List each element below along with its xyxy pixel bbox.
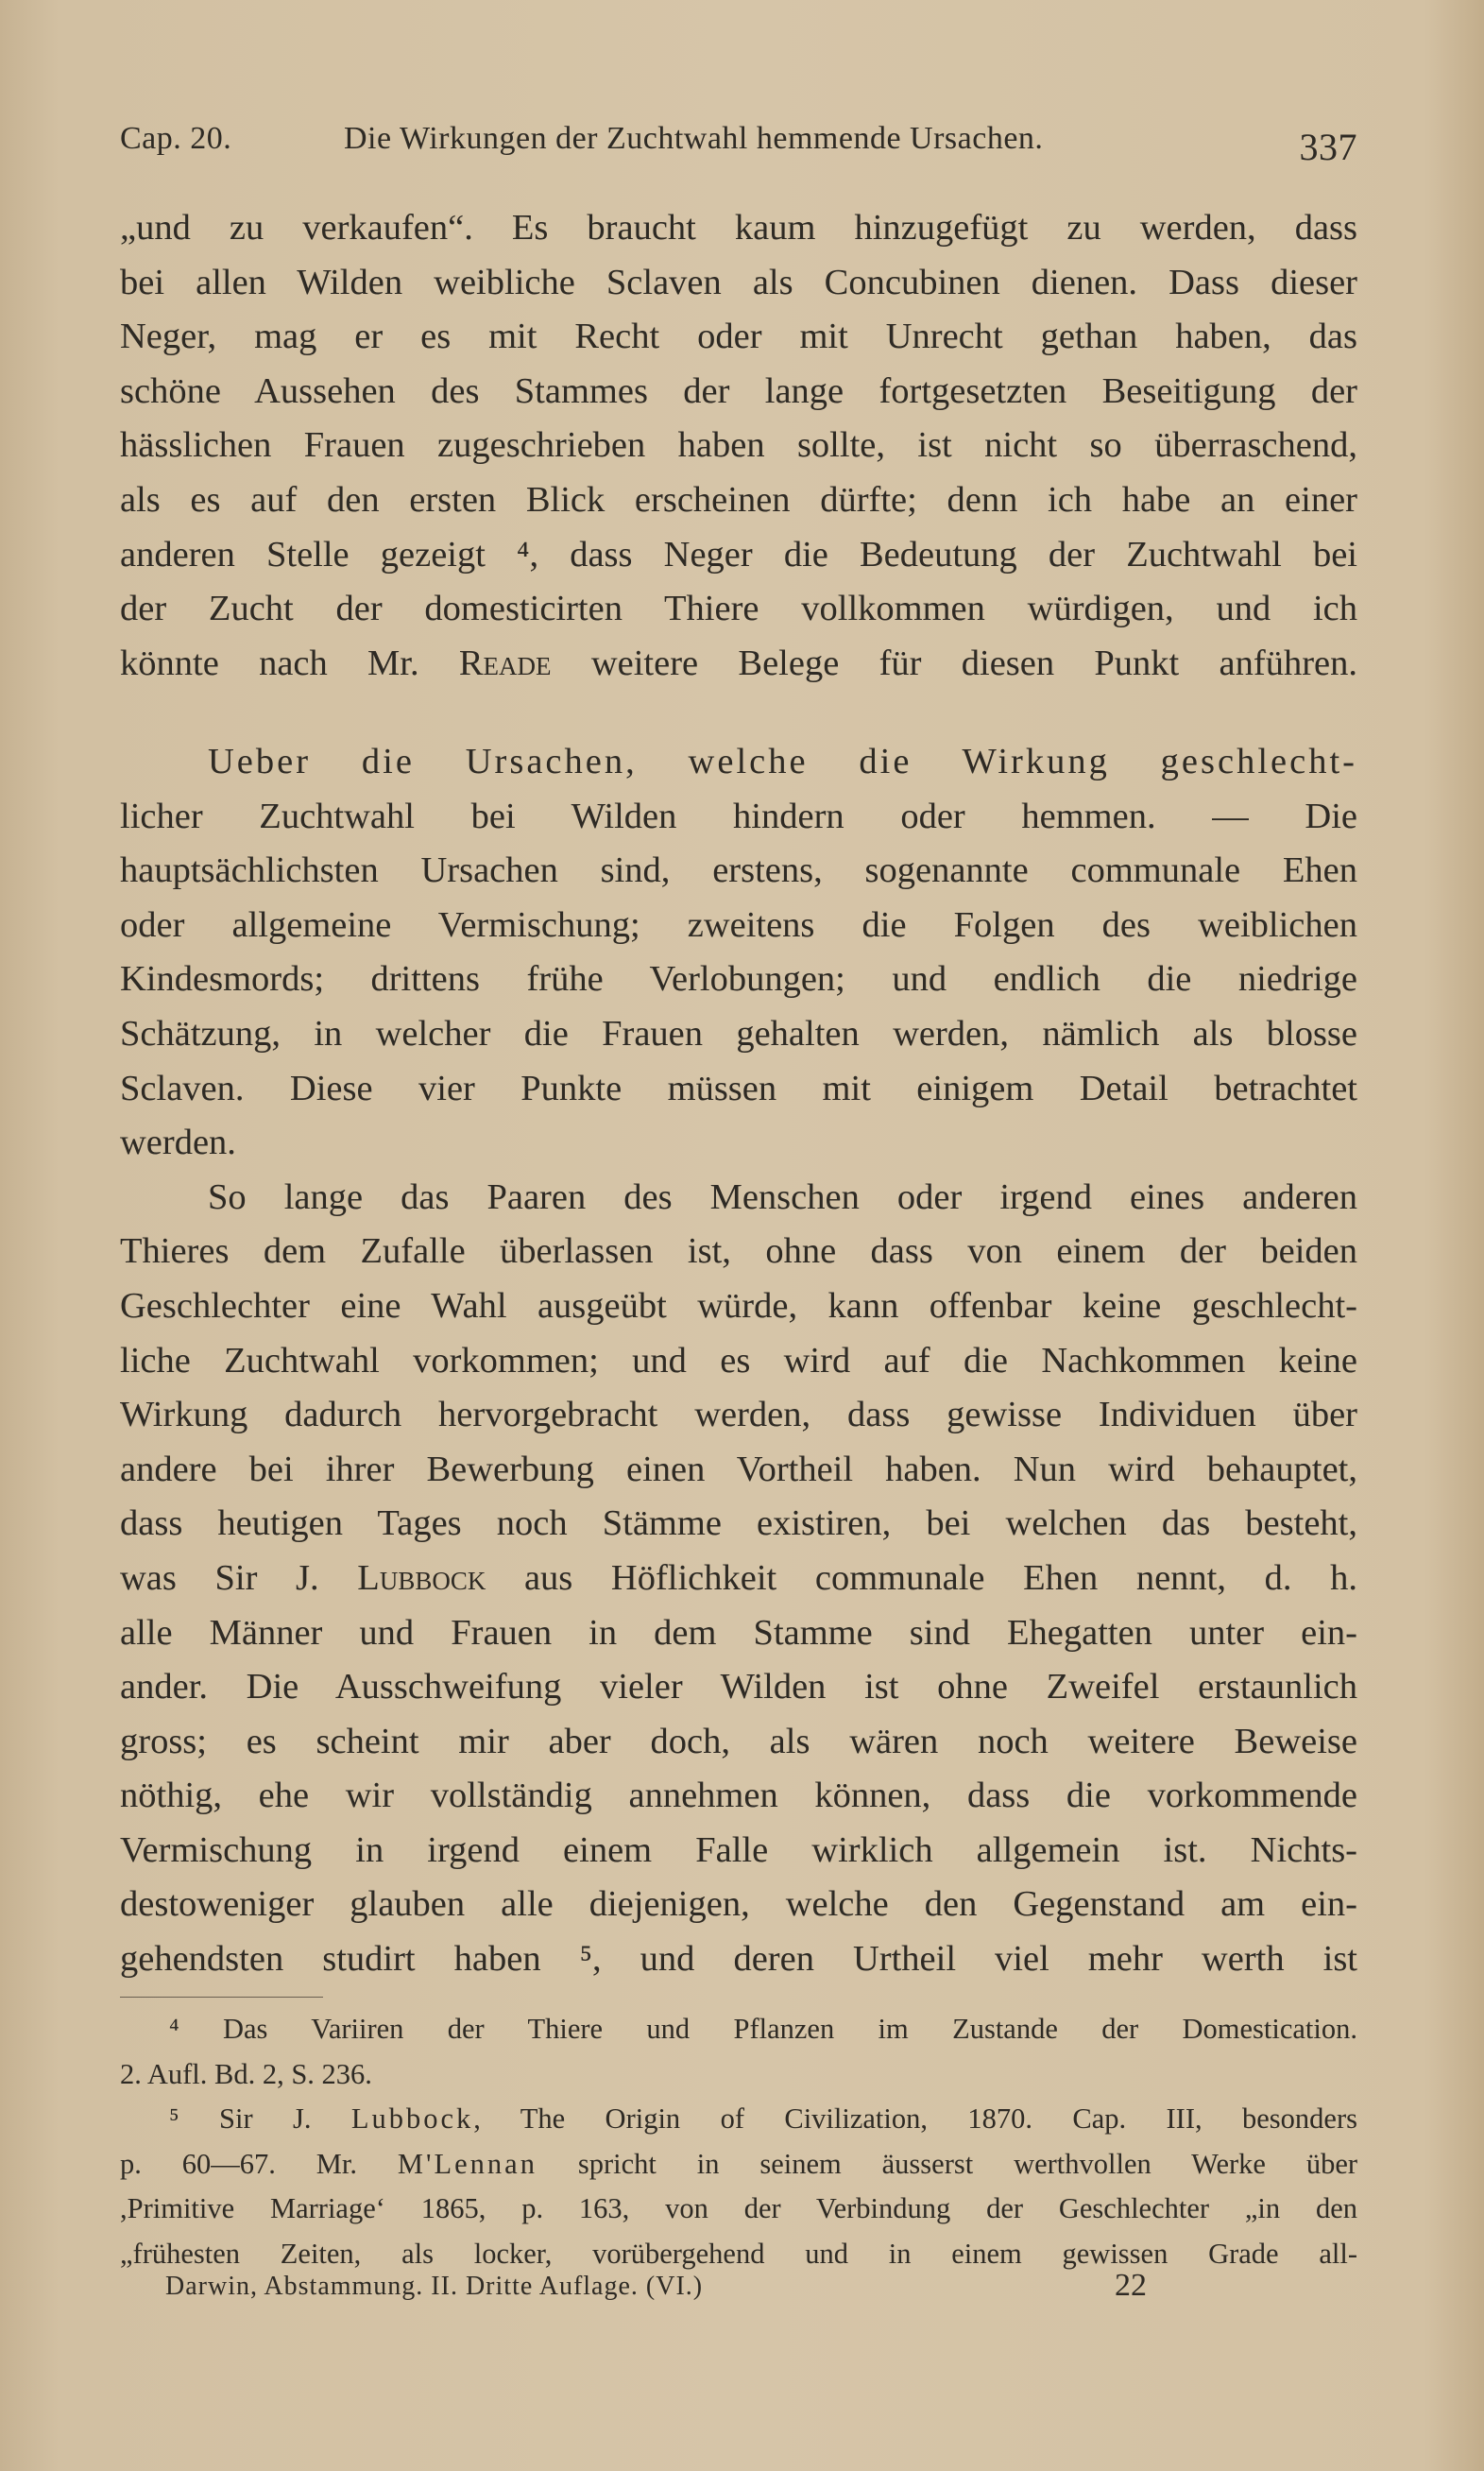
text-run: aus Höflichkeit communale Ehen nennt, d. h. (486, 1557, 1357, 1598)
chapter-label: Cap. 20. (120, 121, 232, 156)
footnote-line: ,Primitive Marriage‘ 1865, p. 163, von der Verbindung der Geschlechter „in den (120, 2192, 1357, 2225)
running-header (120, 121, 1357, 168)
signature-text: Darwin, Abstammung. II. Dritte Auflage. (VI.) (165, 2272, 704, 2301)
text-line: Schätzung, in welcher die Frauen gehalten werden, nämlich als blosse (120, 1013, 1357, 1054)
footnote-line: 2. Aufl. Bd. 2, S. 236. (120, 2057, 372, 2090)
paragraph (120, 735, 1357, 1171)
text-line: werden. (120, 1123, 236, 1163)
section-heading-line: Ueber die Ursachen, welche die Wirkung geschlecht- (208, 742, 1357, 781)
text-run: , The Origin of Civilization, 1870. Cap. III, besonders (473, 2102, 1357, 2136)
text-run: was Sir J. (120, 1557, 358, 1598)
text-line: Sclaven. Diese vier Punkte müssen mit einigem Detail betrachtet (120, 1068, 1357, 1108)
text-line (120, 1552, 1357, 1606)
text-line: Kindesmords; drittens frühe Verlobungen; und endlich die niedrige (120, 959, 1357, 1000)
text-line: gross; es scheint mir aber doch, als wären noch weitere Beweise (120, 1721, 1357, 1761)
text-line: Thieres dem Zufalle überlassen ist, ohne dass von einem der beiden (120, 1231, 1357, 1272)
footnote-line (120, 2142, 1357, 2188)
footnote-line: ⁴ Das Variiren der Thiere und Pflanzen im Zustande der Domestication. (169, 2013, 1357, 2045)
text-line: Wirkung dadurch hervorgebracht werden, dass gewisse Individuen über (120, 1395, 1357, 1435)
text-line: als es auf den ersten Blick erscheinen dürfte; denn ich habe an einer (120, 479, 1357, 520)
running-title: Die Wirkungen der Zuchtwahl hemmende Ursachen. (344, 121, 1044, 156)
author-name: Lubbock (350, 2102, 474, 2136)
text-line: oder allgemeine Vermischung; zweitens die Folgen des weiblichen (120, 904, 1357, 945)
text-line: destoweniger glauben alle diejenigen, welche den Gegenstand am ein- (120, 1884, 1357, 1925)
text-line: hauptsächlichsten Ursachen sind, erstens, sogenannte communale Ehen (120, 850, 1357, 891)
footnote-line (120, 2097, 1357, 2142)
footnotes (120, 2007, 1357, 2277)
footnote-line: „frühesten Zeiten, als locker, vorübergehend und in einem gewissen Grade all- (120, 2237, 1357, 2270)
text-line: Vermischung in irgend einem Falle wirklich allgemein ist. Nichts- (120, 1829, 1357, 1870)
author-name: M'Lennan (397, 2147, 537, 2180)
text-line: schöne Aussehen des Stammes der lange fortgesetzten Beseitigung der (120, 370, 1357, 411)
text-line: Geschlechter eine Wahl ausgeübt würde, kann offenbar keine geschlecht- (120, 1285, 1357, 1326)
text-run: weitere Belege für diesen Punkt anführen. (551, 643, 1357, 683)
body-text (120, 735, 1357, 1987)
footnote (120, 2097, 1357, 2276)
footnote (120, 2007, 1357, 2097)
paragraph (120, 1171, 1357, 1987)
author-name: Reade (458, 643, 552, 683)
text-line: „und zu verkaufen“. Es braucht kaum hinzugefügt zu werden, dass (120, 208, 1357, 248)
text-line: dass heutigen Tages noch Stämme existiren, bei welchen das besteht, (120, 1503, 1357, 1544)
text-run: p. 60—67. Mr. (120, 2147, 398, 2180)
footnote-separator (120, 1997, 323, 1998)
signature-line (165, 2268, 1157, 2303)
text-line: Neger, mag er es mit Recht oder mit Unrecht gethan haben, das (120, 317, 1357, 357)
text-run: spricht in seinem äusserst werthvollen Werke über (537, 2147, 1358, 2180)
text-line: alle Männer und Frauen in dem Stamme sind Ehegatten unter ein- (120, 1612, 1357, 1653)
text-line: anderen Stelle gezeigt ⁴, dass Neger die Bedeutung der Zuchtwahl bei (120, 534, 1357, 575)
text-line: So lange das Paaren des Menschen oder irgend eines anderen (208, 1176, 1357, 1217)
text-line: licher Zuchtwahl bei Wilden hindern oder hemmen. — Die (120, 796, 1357, 836)
sheet-number: 22 (1115, 2268, 1147, 2303)
text-line: nöthig, ehe wir vollständig annehmen können, dass die vorkommende (120, 1776, 1357, 1816)
text-line: bei allen Wilden weibliche Sclaven als Concubinen dienen. Dass dieser (120, 262, 1357, 302)
paragraph (120, 201, 1357, 691)
text-run: ⁵ Sir J. (169, 2102, 351, 2136)
text-line: liche Zuchtwahl vorkommen; und es wird auf die Nachkommen keine (120, 1340, 1357, 1381)
text-line: andere bei ihrer Bewerbung einen Vortheil haben. Nun wird behauptet, (120, 1449, 1357, 1489)
text-line: der Zucht der domesticirten Thiere vollkommen würdigen, und ich (120, 589, 1357, 629)
text-line: ander. Die Ausschweifung vieler Wilden ist ohne Zweifel erstaunlich (120, 1667, 1357, 1707)
page-number: 337 (1299, 126, 1357, 168)
text-run: könnte nach Mr. (120, 643, 459, 683)
body-text (120, 201, 1357, 691)
text-line: gehendsten studirt haben ⁵, und deren Urtheil viel mehr werth ist (120, 1939, 1357, 1980)
text-line: hässlichen Frauen zugeschrieben haben sollte, ist nicht so überraschend, (120, 425, 1357, 466)
text-line (120, 637, 1357, 692)
author-name: Lubbock (357, 1557, 486, 1598)
